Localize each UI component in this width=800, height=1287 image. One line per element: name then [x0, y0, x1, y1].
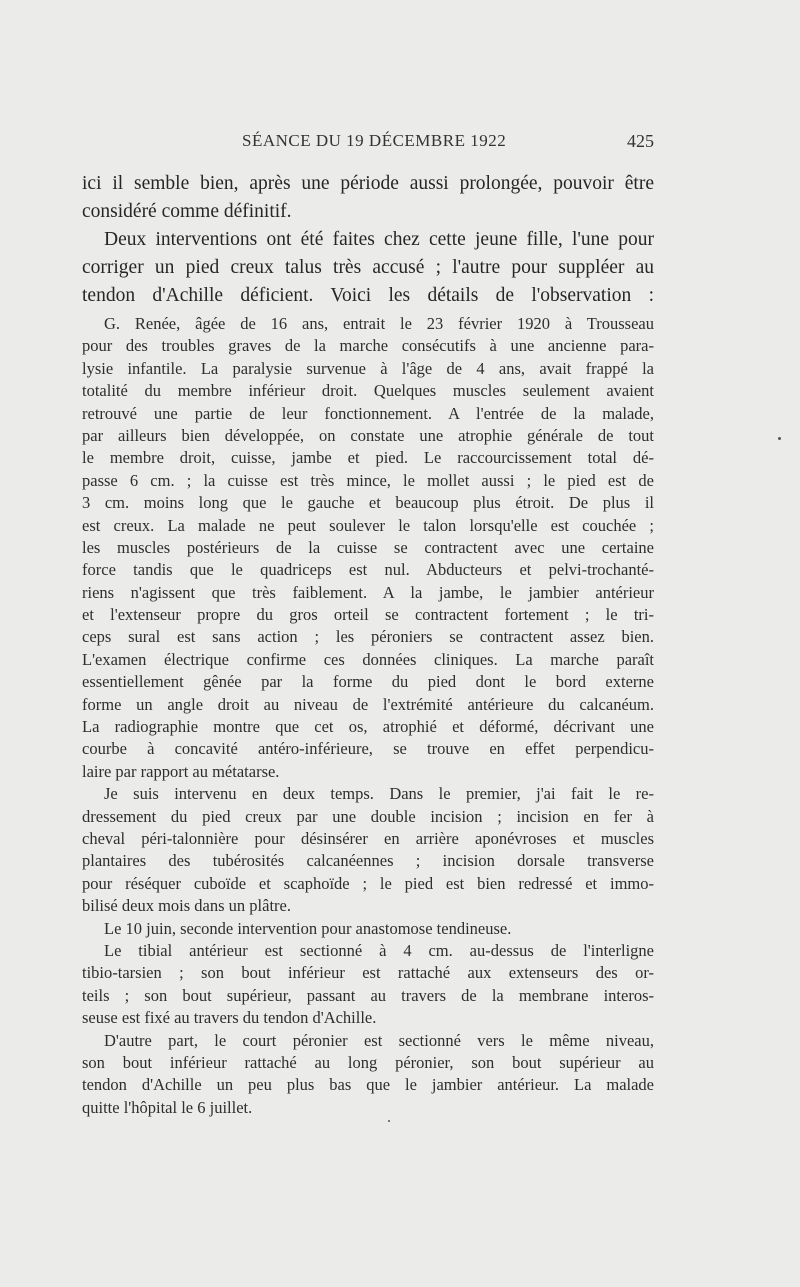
text-line: teils ; son bout supérieur, passant au travers de la membrane interos- [82, 985, 654, 1005]
text-line: L'examen électrique confirme ces données cliniques. La marche paraît [82, 649, 654, 669]
text-line: Je suis intervenu en deux temps. Dans le premier, j'ai fait le re- [104, 784, 654, 804]
intro-paragraphs [82, 170, 654, 310]
text-line: pour réséquer cuboïde et scaphoïde ; le pied est bien redressé et immo- [82, 873, 654, 893]
text-line: forme un angle droit au niveau de l'extrémité antérieure du calcanéum. [82, 694, 654, 714]
paper-speck [388, 1120, 390, 1122]
text-line: les muscles postérieurs de la cuisse se contractent avec une certaine [82, 537, 654, 557]
page-number: 425 [627, 131, 654, 151]
text-line: cheval péri-talonnière pour désinsérer en arrière aponévroses et muscles [82, 828, 654, 848]
paper-speck [778, 437, 781, 440]
text-line: essentiellement gênée par la forme du pied dont le bord externe [82, 672, 654, 692]
text-line: et l'extenseur propre du gros orteil se contractent fortement ; le tri- [82, 605, 654, 625]
running-title: SÉANCE DU 19 DÉCEMBRE 1922 [242, 131, 507, 150]
text-line: plantaires des tubérosités calcanéennes ; incision dorsale transverse [82, 851, 654, 871]
text-line: Le 10 juin, seconde intervention pour anastomose tendineuse. [104, 918, 512, 938]
text-line: est creux. La malade ne peut soulever le talon lorsqu'elle est couchée ; [82, 515, 654, 535]
text-line: D'autre part, le court péronier est sectionné vers le même niveau, [104, 1030, 654, 1050]
text-line: quitte l'hôpital le 6 juillet. [82, 1097, 253, 1117]
page-header [82, 131, 654, 157]
text-line: dressement du pied creux par une double incision ; incision en fer à [82, 806, 654, 826]
text-line: seuse est fixé au travers du tendon d'Achille. [82, 1008, 377, 1028]
text-line: pour des troubles graves de la marche consécutifs à une ancienne para- [82, 336, 654, 356]
text-line: tendon d'Achille un peu plus bas que le jambier antérieur. La malade [82, 1075, 654, 1095]
text-line: totalité du membre inférieur droit. Quelques muscles seulement avaient [82, 381, 654, 401]
observation-block [82, 313, 654, 1119]
text-line: lysie infantile. La paralysie survenue à l'âge de 4 ans, avait frappé la [82, 358, 654, 378]
text-line: ici il semble bien, après une période aussi prolongée, pouvoir être [82, 173, 654, 194]
text-line: Le tibial antérieur est sectionné à 4 cm. au-dessus de l'interligne [104, 940, 654, 960]
text-line: par ailleurs bien développée, on constate une atrophie générale de tout [82, 425, 654, 445]
text-line: passe 6 cm. ; la cuisse est très mince, le mollet aussi ; le pied est de [82, 470, 654, 490]
text-line: ceps sural est sans action ; les péroniers se contractent assez bien. [82, 627, 654, 647]
text-line: riens n'agissent que très faiblement. A la jambe, le jambier antérieur [82, 582, 654, 602]
text-line: tendon d'Achille déficient. Voici les détails de l'observation : [82, 285, 654, 306]
text-line: courbe à concavité antéro-inférieure, se trouve en effet perpendicu- [82, 739, 654, 759]
text-line: le membre droit, cuisse, jambe et pied. Le raccourcissement total dé- [82, 448, 654, 468]
text-line: Deux interventions ont été faites chez cette jeune fille, l'une pour [104, 229, 654, 250]
text-line: La radiographie montre que cet os, atrophié et déformé, décrivant une [82, 717, 654, 737]
text-line: force tandis que le quadriceps est nul. Abducteurs et pelvi-trochanté- [82, 560, 654, 580]
text-line: laire par rapport au métatarse. [82, 761, 280, 781]
text-line: son bout inférieur rattaché au long péronier, son bout supérieur au [82, 1052, 654, 1072]
text-line: bilisé deux mois dans un plâtre. [82, 896, 291, 916]
text-line: considéré comme définitif. [82, 201, 292, 222]
text-line: corriger un pied creux talus très accusé ; l'autre pour suppléer au [82, 257, 654, 278]
text-line: G. Renée, âgée de 16 ans, entrait le 23 février 1920 à Trousseau [104, 314, 654, 333]
text-line: retrouvé une partie de leur fonctionnement. A l'entrée de la malade, [82, 403, 654, 423]
text-line: 3 cm. moins long que le gauche et beaucoup plus étroit. De plus il [82, 493, 654, 513]
text-line: tibio-tarsien ; son bout inférieur est rattaché aux extenseurs des or- [82, 963, 654, 983]
